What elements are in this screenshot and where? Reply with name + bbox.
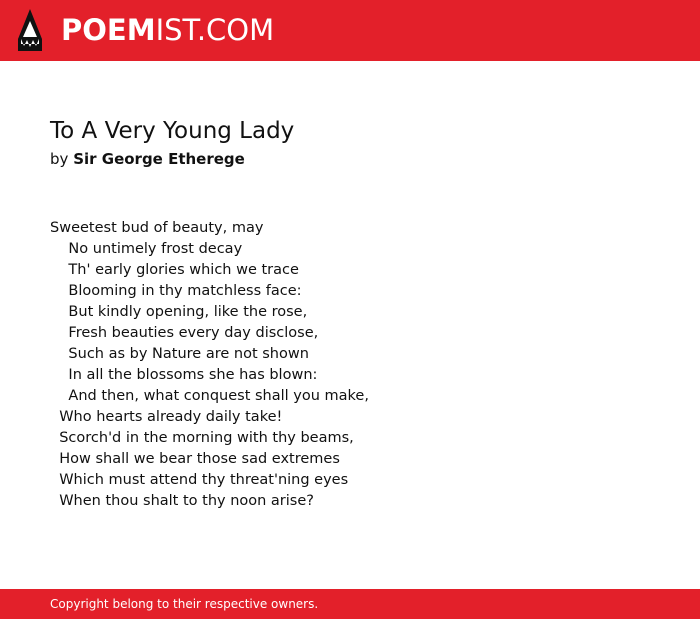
poem-line: Scorch'd in the morning with thy beams, [50, 430, 354, 446]
poem-line: In all the blossoms she has blown: [50, 367, 318, 383]
poem-line: Sweetest bud of beauty, may [50, 220, 264, 236]
poem-line: Such as by Nature are not shown [50, 346, 309, 362]
poem-line: Which must attend thy threat'ning eyes [50, 472, 349, 488]
poem-title: To A Very Young Lady [50, 118, 295, 144]
poem-line: When thou shalt to thy noon arise? [50, 493, 314, 509]
poem-line: Fresh beauties every day disclose, [50, 325, 319, 341]
poem-line: Who hearts already daily take! [50, 409, 283, 425]
poem-body [50, 218, 670, 512]
logo-bold-text: POEM [61, 13, 156, 47]
poem-line: Blooming in thy matchless face: [50, 283, 302, 299]
author-name[interactable]: Sir George Etherege [73, 150, 245, 168]
poem-line: And then, what conquest shall you make, [50, 388, 369, 404]
site-header [0, 0, 700, 61]
logo-light-text: IST.COM [155, 13, 275, 47]
copyright-text: Copyright belong to their respective owners. [50, 597, 319, 611]
site-logo[interactable] [61, 10, 274, 50]
pencil-tip-icon[interactable] [18, 9, 42, 51]
poem-line: But kindly opening, like the rose, [50, 304, 308, 320]
poem-line: Th' early glories which we trace [50, 262, 299, 278]
poem-byline [50, 148, 245, 170]
by-label: by [50, 150, 69, 168]
poem-line: How shall we bear those sad extremes [50, 451, 340, 467]
poem-line: No untimely frost decay [50, 241, 243, 257]
site-footer [0, 589, 700, 619]
